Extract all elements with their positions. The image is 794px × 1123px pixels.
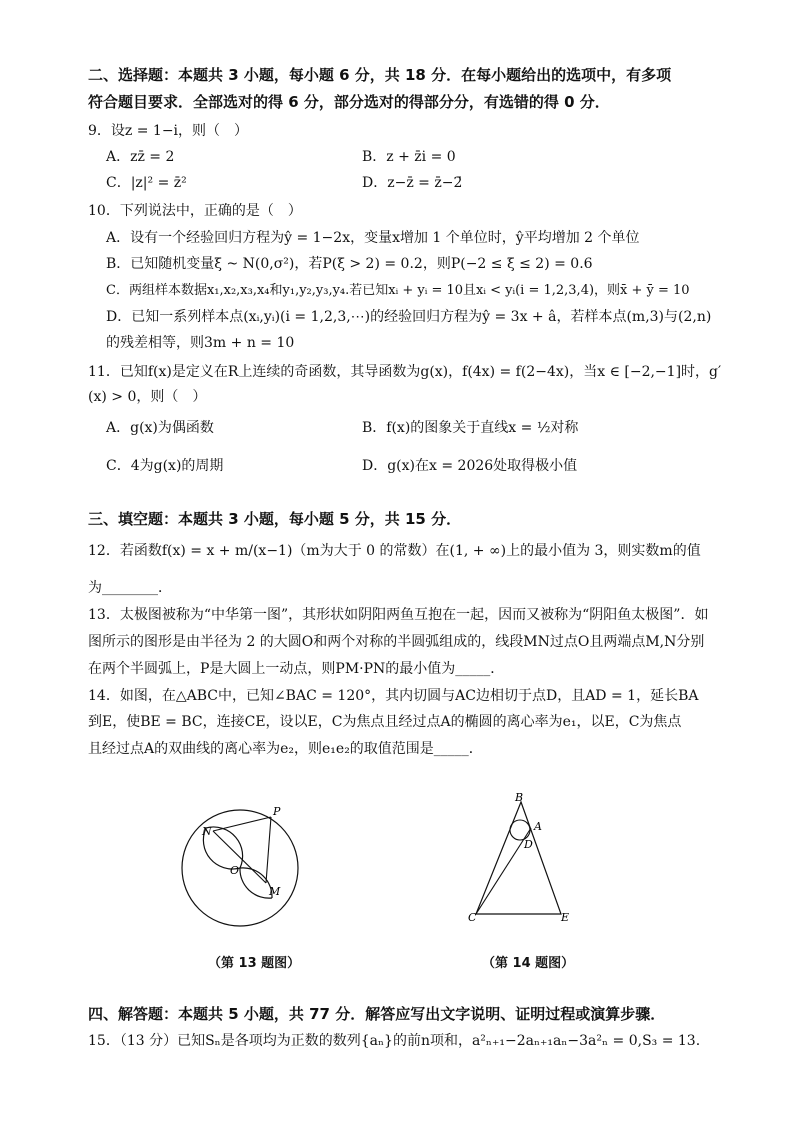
q12-line2: 为________．: [88, 580, 172, 596]
label-m: M: [269, 885, 281, 898]
q13-line3: 在两个半圆弧上，P是大圆上一动点，则PM·PN的最小值为_____．: [88, 661, 505, 677]
label-b: B: [515, 791, 524, 804]
q10-option-d-line2: 的残差相等，则3m + n = 10: [106, 335, 295, 351]
segment-pm: [266, 817, 271, 883]
q11-option-d: D．g(x)在x = 2026处取得极小值: [362, 458, 578, 474]
incircle: [510, 820, 530, 840]
q10-option-b: B．已知随机变量ξ ~ N(0,σ²)，若P(ξ > 2) = 0.2，则P(−2 ≤ ξ ≤ 2) = 0.6: [106, 256, 593, 272]
segment-mn: [213, 831, 266, 883]
q12-line1: 12．若函数f(x) = x + m/(x−1)（m为大于 0 的常数）在(1, + ∞)上的最小值为 3，则实数m的值: [88, 543, 701, 559]
q10-stem: 10．下列说法中，正确的是（ ）: [88, 203, 302, 219]
q15-line1: 15．（13 分）已知Sₙ是各项均为正数的数列{aₙ}的前n项和，a²ₙ₊₁−2aₙ₊₁aₙ−3a²ₙ = 0,S₃ = 13.: [88, 1033, 701, 1049]
q14-line2: 到E，使BE = BC，连接CE，设以E，C为焦点且经过点A的椭圆的离心率为e₁，以E，C为焦点: [88, 714, 682, 730]
section2-heading-line1: 二、选择题：本题共 3 小题，每小题 6 分，共 18 分．在每小题给出的选项中，有多项: [88, 66, 672, 84]
label-e: E: [561, 911, 570, 924]
q13-line1: 13．太极图被称为“中华第一图”，其形状如阴阳两鱼互抱在一起，因而又被称为“阴阳鱼太极图”．如: [88, 607, 709, 623]
section4-heading: 四、解答题：本题共 5 小题，共 77 分．解答应写出文字说明、证明过程或演算步骤．: [88, 1005, 666, 1023]
q9-option-b: B．z + z̄i = 0: [362, 149, 456, 165]
q14-line3: 且经过点A的双曲线的离心率为e₂，则e₁e₂的取值范围是_____．: [88, 741, 483, 757]
label-n: N: [202, 825, 212, 838]
q13-line2: 图所示的图形是由半径为 2 的大圆O和两个对称的半圆弧组成的，线段MN过点O且两端点M,N分别: [88, 634, 705, 650]
q11-option-a: A．g(x)为偶函数: [106, 420, 214, 436]
q14-line1: 14．如图，在△ABC中，已知∠BAC = 120°，其内切圆与AC边相切于点D，且AD = 1，延长BA: [88, 688, 699, 704]
segment-ca: [476, 828, 531, 914]
q9-stem: 9．设z = 1−i，则（ ）: [88, 123, 249, 139]
triangle-bce: [476, 802, 561, 914]
q9-option-d: D．z−z̄ = z̄−2̄: [362, 175, 463, 191]
figure-14-caption: （第 14 题图）: [482, 956, 575, 971]
q9-option-c: C．|z|² = z̄²: [106, 175, 187, 191]
section3-heading: 三、填空题：本题共 3 小题，每小题 5 分，共 15 分．: [88, 510, 462, 528]
q11-stem-line2: (x) > 0，则（ ）: [88, 389, 207, 405]
q9-option-a: A．zz̄ = 2: [106, 149, 175, 165]
figure-13-taiji-diagram: [170, 800, 320, 935]
label-d: D: [524, 838, 533, 851]
label-c: C: [468, 911, 477, 924]
label-p: P: [273, 805, 281, 818]
q10-option-c: C．两组样本数据x₁,x₂,x₃,x₄和y₁,y₂,y₃,y₄.若已知xᵢ + yᵢ = 10且xᵢ < yᵢ(i = 1,2,3,4)，则x̄ + ȳ = 10: [106, 283, 690, 298]
q10-option-d-line1: D．已知一系列样本点(xᵢ,yᵢ)(i = 1,2,3,⋯)的经验回归方程为ŷ = 3x + â，若样本点(m,3)与(2,n): [106, 309, 712, 325]
q11-stem-line1: 11．已知f(x)是定义在R上连续的奇函数，其导函数为g(x)，f(4x) = f(2−4x)，当x ∈ [−2,−1]时，g′: [88, 364, 722, 380]
segment-pn: [213, 817, 271, 831]
q11-option-c: C．4为g(x)的周期: [106, 458, 224, 474]
label-a: A: [534, 820, 542, 833]
label-o: O: [230, 864, 240, 877]
q11-option-b: B．f(x)的图象关于直线x = ½对称: [362, 420, 579, 436]
figure-14-triangle-diagram: [460, 788, 580, 928]
figure-13-caption: （第 13 题图）: [208, 956, 301, 971]
section2-heading-line2: 符合题目要求．全部选对的得 6 分，部分选对的得部分分，有选错的得 0 分．: [88, 93, 610, 111]
q10-option-a: A．设有一个经验回归方程为ŷ = 1−2x，变量x增加 1 个单位时，ŷ平均增加 2 个单位: [106, 230, 640, 246]
